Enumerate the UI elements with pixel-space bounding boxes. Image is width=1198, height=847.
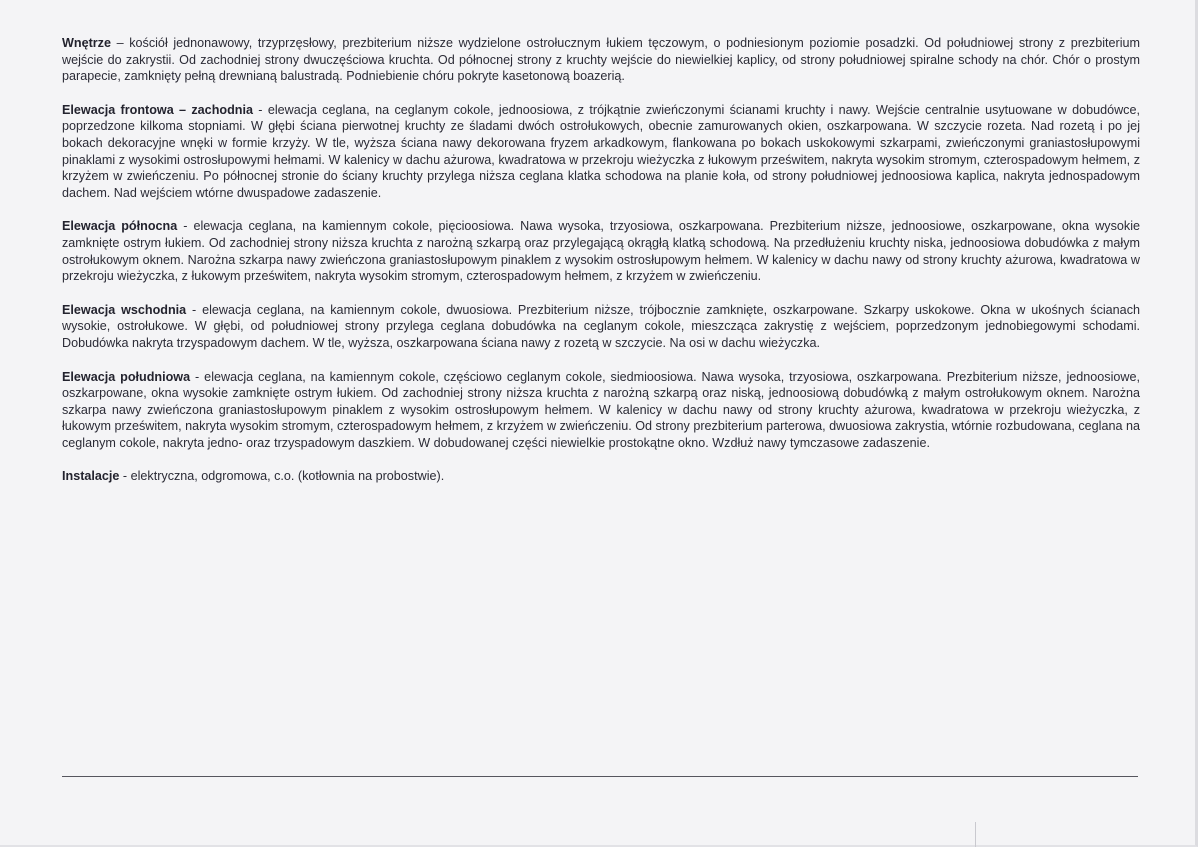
section-heading: Elewacja południowa	[62, 369, 191, 384]
section-text: – kościół jednonawowy, trzyprzęsłowy, prezbiterium niższe wydzielone ostrołucznym łukiem tęczowym, o podniesionym poziomie posadzki. Od południowej strony z prezbiterium wejście do zakrystii. Od zachodniej strony dwuczęściowa kruchta. Od północnej strony z kruchty wejście do niewielkiej kaplicy, od strony południowej spiralne schody na chór. Chór o prostym parapecie, zamknięty pełną drewnianą balustradą. Podniebienie chóru pokryte kasetonową boazerią.	[62, 36, 1140, 84]
section-heading: Elewacja wschodnia	[62, 302, 187, 317]
footer-divider	[62, 776, 1138, 777]
section-south-elevation	[62, 369, 1140, 452]
section-east-elevation	[62, 302, 1140, 352]
section-installations	[62, 468, 1140, 485]
section-text: - elektryczna, odgromowa, c.o. (kotłownia na probostwie).	[119, 469, 445, 484]
section-text: - elewacja ceglana, na kamiennym cokole, dwuosiowa. Prezbiterium niższe, trójbocznie zamknięte, oszkarpowane. Szkarpy uskokowe. Okna w ukośnych ścianach wysokie, ostrołukowe. W głębi, od południowej strony przylega ceglana dobudówka na ceglanym cokole, mieszcząca zakrystię z wejściem, poprzedzonym jednobiegowymi schodami. Dobudówka nakryta trzyspadowym dachem. W tle, wyższa, oszkarpowana ściana nawy z rozetą w szczycie. Na osi w dachu wieżyczka.	[62, 302, 1140, 350]
section-north-elevation	[62, 218, 1140, 284]
section-heading: Elewacja północna	[62, 219, 178, 234]
section-text: - elewacja ceglana, na kamiennym cokole, pięcioosiowa. Nawa wysoka, trzyosiowa, oszkarpowana. Prezbiterium niższe, jednoosiowe, oszkarpowane, okna wysokie zamknięte ostrym łukiem. Od zachodniej strony niższa kruchta z narożną szkarpą oraz przylegającą okrągłą klatką schodową. Na przedłużeniu kruchty niska, jednoosiowa dobudówka z małym ostrołukowym oknem. Narożna szkarpa nawy zwieńczona graniastosłupowym pinaklem z wysokim ostrosłupowym hełmem. W kalenicy w dachu nawy od strony kruchty ażurowa, kwadratowa w przekroju wieżyczka, z łukowym prześwitem, nakryta wysokim stromym, czterospadowym hełmem, z krzyżem w zwieńczeniu.	[62, 219, 1140, 284]
section-text: - elewacja ceglana, na kamiennym cokole, częściowo ceglanym cokole, siedmioosiowa. Nawa wysoka, trzyosiowa, oszkarpowana. Prezbiterium niższe, jednoosiowe, oszkarpowane, okna wysokie zamknięte ostrym łukiem. Od zachodniej strony niższa kruchta z narożną szkarpą oraz niską, jednoosiową dobudówką z małym ostrołukowym oknem. Narożna szkarpa nawy zwieńczona graniastosłupowym pinaklem z wysokim ostrosłupowym hełmem. W kalenicy w dachu nawy od strony kruchty ażurowa, kwadratowa w przekroju wieżyczka, z łukowym prześwitem, nakryta wysokim stromym, czterospadowym hełmem, z krzyżem w zwieńczeniu. Od strony prezbiterium parterowa, dwuosiowa zakrystia, wtórnie rozbudowana, ceglana na ceglanym cokole, nakryta jedno- oraz trzyspadowym daszkiem. W dobudowanej części niewielkie prostokątne okno. Wzdłuż nawy tymczasowe zadaszenie.	[62, 369, 1140, 450]
section-heading: Wnętrze	[62, 36, 111, 50]
document-body	[62, 35, 1140, 502]
section-heading: Elewacja frontowa – zachodnia	[62, 102, 253, 117]
scan-artifact	[975, 822, 976, 847]
section-heading: Instalacje	[62, 469, 120, 484]
section-west-elevation	[62, 102, 1140, 202]
section-text: - elewacja ceglana, na ceglanym cokole, jednoosiowa, z trójkątnie zwieńczonymi ścianami kruchty i nawy. Wejście centralnie usytuowane w dobudówce, poprzedzone kilkoma stopniami. W głębi ściana pierwotnej kruchty ze śladami dwóch ostrołukowych, obecnie zamurowanych okien, oszkarpowana. W szczycie rozeta. Nad rozetą i po jej bokach dekoracyjne wnęki w formie krzyży. W tle, wyższa ściana nawy dekorowana fryzem arkadkowym, flankowana po bokach uskokowymi szkarpami, zwieńczonymi graniastosłupowymi pinaklami z wysokimi ostrosłupowymi hełmami. W kalenicy w dachu ażurowa, kwadratowa w przekroju wieżyczka z łukowym prześwitem, nakryta wysokim stromym, czterospadowym hełmem, z krzyżem w zwieńczeniu. Po północnej stronie do ściany kruchty przylega niższa ceglana klatka schodowa na planie koła, od strony południowej jednoosiowa kaplica, nakryta jednospadowym dachem. Nad wejściem wtórne dwuspadowe zadaszenie.	[62, 102, 1140, 200]
section-interior	[62, 35, 1140, 85]
